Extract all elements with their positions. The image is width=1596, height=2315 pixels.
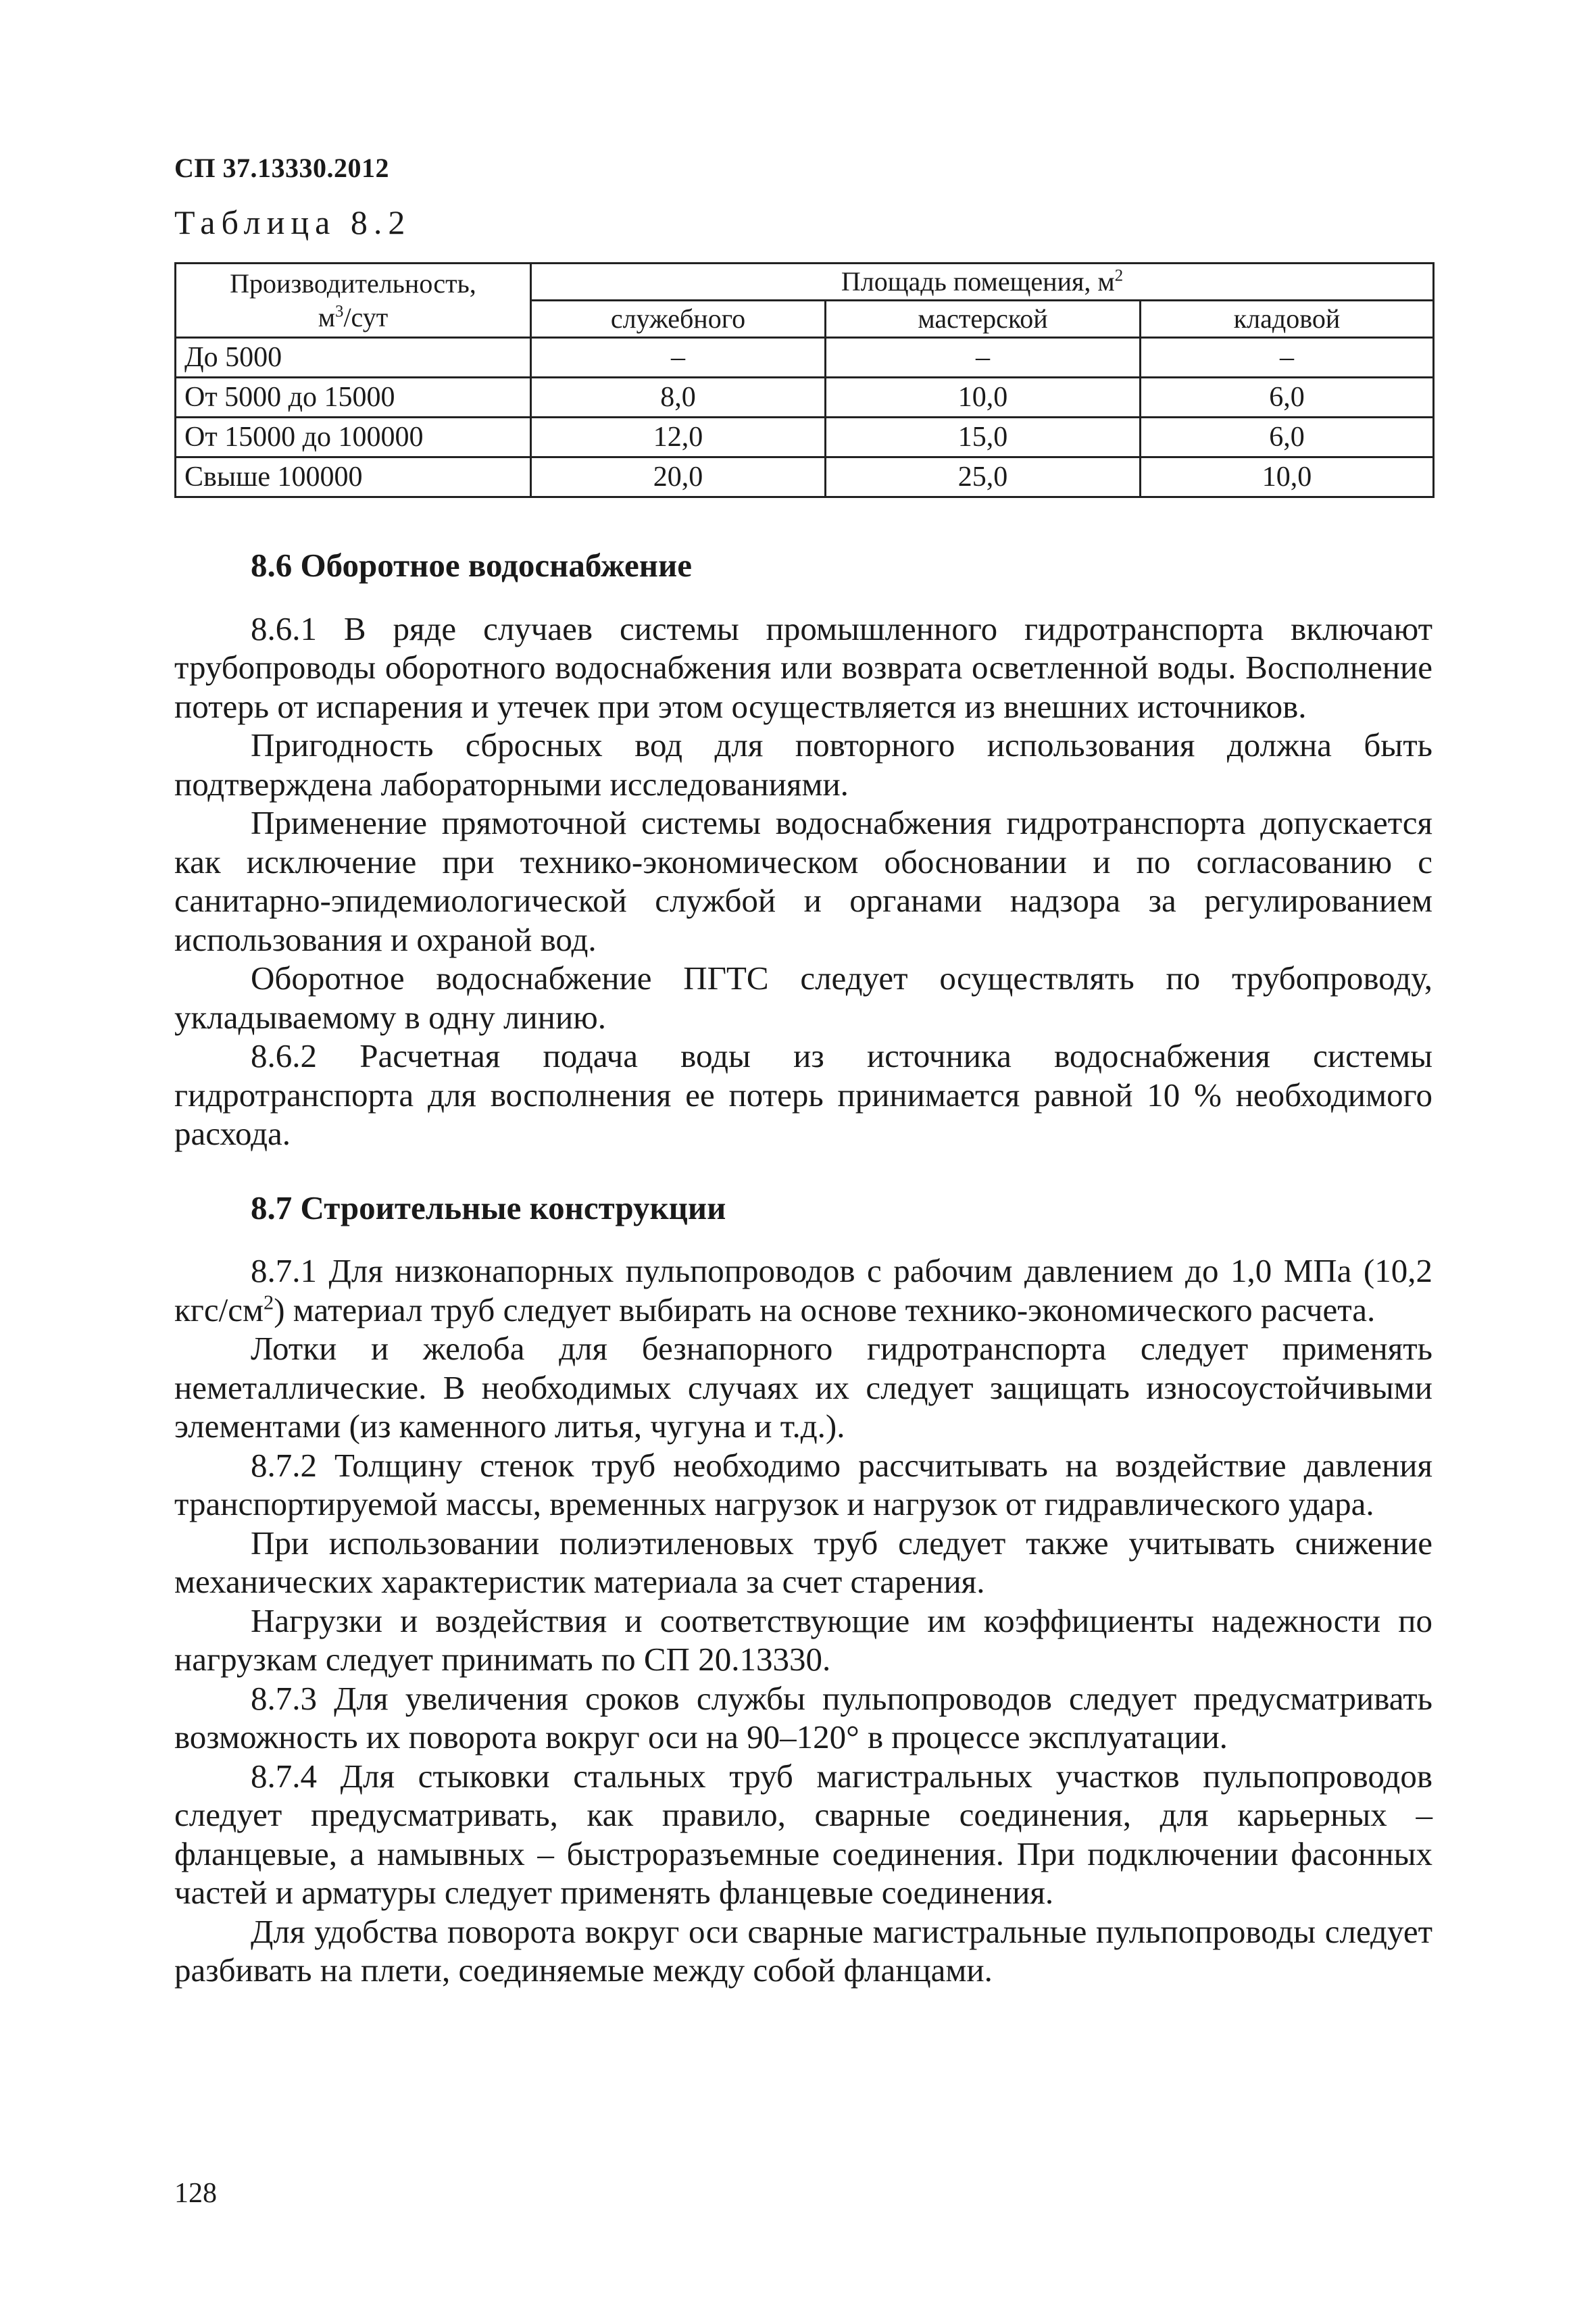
- paragraph: При использовании полиэтиленовых труб следует также учитывать снижение механических характеристик материала за счет старения.: [174, 1524, 1432, 1600]
- row-label: От 5000 до 15000: [176, 378, 531, 418]
- table-row: [176, 457, 1434, 497]
- paragraph-8-7-2: 8.7.2 Толщину стенок труб необходимо рассчитывать на воздействие давления транспортируемой массы, временных нагрузок и нагрузок от гидравлического удара.: [174, 1446, 1432, 1522]
- table-cell: –: [531, 338, 826, 378]
- paragraph: Для удобства поворота вокруг оси сварные магистральные пульпопроводы следует разбивать на плети, соединяемые между собой фланцами.: [174, 1912, 1432, 1989]
- paragraph: Применение прямоточной системы водоснабжения гидротранспорта допускается как исключение при технико-экономическом обосновании и по согласованию с санитарно-эпидемиологической службой и органами надзора за регулированием использования и охраной вод.: [174, 804, 1432, 958]
- paragraph: Лотки и желоба для безнапорного гидротранспорта следует применять неметаллические. В необходимых случаях их следует защищать износоустойчивыми элементами (из каменного литья, чугуна и т.д.).: [174, 1330, 1432, 1445]
- table-cell: 15,0: [826, 418, 1141, 457]
- header-area-label: Площадь помещения, м: [841, 266, 1115, 297]
- paragraph: Нагрузки и воздействия и соответствующие им коэффициенты надежности по нагрузкам следует принимать по СП 20.13330.: [174, 1601, 1432, 1678]
- paragraph-8-6-2: 8.6.2 Расчетная подача воды из источника водоснабжения системы гидротранспорта для восполнения ее потерь принимается равной 10 % необходимого расхода.: [174, 1037, 1432, 1152]
- header-area: [531, 264, 1434, 301]
- paragraph-8-7-1-sup: 2: [264, 1291, 274, 1314]
- table-header-row: [176, 264, 1434, 301]
- paragraph: Оборотное водоснабжение ПГТС следует осуществлять по трубопроводу, укладываемому в одну линию.: [174, 960, 1432, 1036]
- page-number: 128: [174, 2178, 217, 2209]
- header-productivity-label: Производительность,: [230, 268, 476, 299]
- paragraph-8-7-3: 8.7.3 Для увеличения сроков службы пульпопроводов следует предусматривать возможность их поворота вокруг оси на 90–120° в процессе эксплуатации.: [174, 1679, 1432, 1756]
- table-row: [176, 418, 1434, 457]
- section-heading-8-7: 8.7 Строительные конструкции: [251, 1189, 726, 1226]
- header-productivity-unit-sup: 3: [335, 302, 344, 321]
- table-cell: 25,0: [826, 457, 1141, 497]
- table-cell: –: [1141, 338, 1434, 378]
- table-cell: 6,0: [1141, 418, 1434, 457]
- paragraph-8-7-4: 8.7.4 Для стыковки стальных труб магистральных участков пульпопроводов следует предусматривать, как правило, сварные соединения, для карьерных – фланцевые, а намывных – быстроразъемные соединения. При подключении фасонных частей и арматуры следует применять фланцевые соединения.: [174, 1757, 1432, 1911]
- table-cell: –: [826, 338, 1141, 378]
- table-cell: 12,0: [531, 418, 826, 457]
- section-heading-8-6: 8.6 Оборотное водоснабжение: [251, 547, 692, 584]
- table-cell: 10,0: [1141, 457, 1434, 497]
- table-row: [176, 338, 1434, 378]
- column-header: мастерской: [826, 301, 1141, 338]
- header-area-sup: 2: [1114, 266, 1124, 285]
- column-header: служебного: [531, 301, 826, 338]
- row-label: До 5000: [176, 338, 531, 378]
- table-cell: 20,0: [531, 457, 826, 497]
- header-productivity-unit-tail: /сут: [343, 301, 389, 332]
- paragraph-8-7-1-end: ) материал труб следует выбирать на основе технико-экономического расчета.: [274, 1291, 1376, 1328]
- paragraph-8-6-1: 8.6.1 В ряде случаев системы промышленного гидротранспорта включают трубопроводы оборотного водоснабжения или возврата осветленной воды. Восполнение потерь от испарения и утечек при этом осуществляется из внешних источников.: [174, 609, 1432, 725]
- table-row: [176, 378, 1434, 418]
- header-productivity-unit: м: [318, 301, 336, 332]
- column-header: кладовой: [1141, 301, 1434, 338]
- paragraph: Пригодность сбросных вод для повторного использования должна быть подтверждена лабораторными исследованиями.: [174, 726, 1432, 803]
- paragraph-8-7-1: [174, 1251, 1432, 1329]
- table-cell: 8,0: [531, 378, 826, 418]
- document-body: [174, 546, 1432, 1990]
- table-cell: 10,0: [826, 378, 1141, 418]
- row-label: От 15000 до 100000: [176, 418, 531, 457]
- row-label: Свыше 100000: [176, 457, 531, 497]
- header-productivity: [176, 264, 531, 338]
- document-code: СП 37.13330.2012: [174, 153, 389, 183]
- table-caption: Таблица 8.2: [174, 203, 412, 241]
- table-cell: 6,0: [1141, 378, 1434, 418]
- data-table: [174, 262, 1435, 498]
- paragraph-8-7-1-start: 8.7.1 Для низконапорных пульпопроводов с рабочим давлением до 1,0 МПа (10,2 кгс/см: [174, 1252, 1432, 1328]
